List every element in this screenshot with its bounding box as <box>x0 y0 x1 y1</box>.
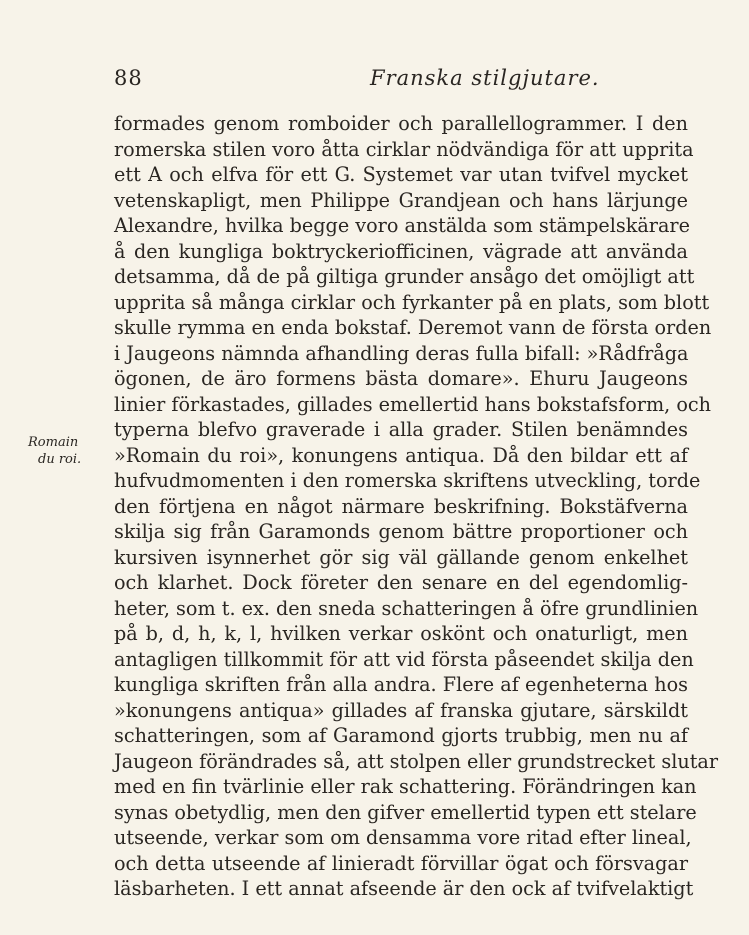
text-line: skulle rymma en enda bokstaf. Deremot vann de första orden <box>114 316 712 339</box>
text-line: den förtjena en något närmare beskrifning. Bokstäfverna <box>114 494 688 518</box>
text-line: schatteringen, som af Garamond gjorts trubbig, men nu af <box>114 724 688 747</box>
text-line: synas obetydlig, men den gifver emellertid typen ett stelare <box>114 800 697 824</box>
text-line: läsbarheten. I ett annat afseende är den ock af tvifvelaktigt <box>114 877 694 900</box>
margin-note <box>28 434 98 468</box>
text-line: formades genom romboider och parallellogrammer. I den <box>114 112 688 135</box>
text-line: utseende, verkar som om densamma vore ritad efter lineal, <box>114 826 692 849</box>
text-line: heter, som t. ex. den sneda schatteringen å öfre grundlinien <box>114 596 699 620</box>
margin-note-line: Romain <box>28 435 79 450</box>
text-line: i Jaugeons nämnda afhandling deras fulla bifall: »Rådfråga <box>114 341 689 365</box>
text-line: kungliga skriften från alla andra. Flere af egenheterna hos <box>114 673 688 696</box>
running-title: Franska stilgjutare. <box>370 66 600 90</box>
text-line: upprita så många cirklar och fyrkanter på en plats, som blott <box>114 290 710 314</box>
text-line: Jaugeon förändrades så, att stolpen eller grundstrecket slutar <box>114 749 719 773</box>
text-line: »konungens antiqua» gillades af franska gjutare, särskildt <box>114 698 688 722</box>
text-line: med en fin tvärlinie eller rak schattering. Förändringen kan <box>114 775 697 798</box>
text-line: antagligen tillkommit för att vid första påseendet skilja den <box>114 647 694 671</box>
page-number: 88 <box>114 66 143 90</box>
text-line: typerna blefvo graverade i alla grader. Stilen benämndes <box>114 418 688 441</box>
text-line: och klarhet. Dock företer den senare en del egendomlig- <box>114 571 688 594</box>
text-line: »Romain du roi», konungens antiqua. Då den bildar ett af <box>114 443 688 467</box>
text-line: detsamma, då de på giltiga grunder ansågo det omöjligt att <box>114 265 695 288</box>
text-line: ett A och elfva för ett G. Systemet var utan tvifvel mycket <box>114 163 688 186</box>
body-text <box>114 111 719 902</box>
text-line: linier förkastades, gillades emellertid hans bokstafsform, och <box>114 392 711 416</box>
text-line: skilja sig från Garamonds genom bättre proportioner och <box>114 520 688 543</box>
text-line: ögonen, de äro formens bästa domare». Ehuru Jaugeons <box>114 367 688 390</box>
text-line: kursiven isynnerhet gör sig väl gällande genom enkelhet <box>114 545 688 569</box>
text-line: på b, d, h, k, l, hvilken verkar oskönt och onaturligt, men <box>114 622 688 645</box>
running-header <box>114 66 688 94</box>
text-line: å den kungliga boktryckeriofficinen, vägrade att använda <box>114 239 688 263</box>
text-line: romerska stilen voro åtta cirklar nödvändiga för att uppritа <box>114 137 694 161</box>
text-line: Alexandre, hvilka begge voro anstälda som stämpelskärare <box>114 214 690 237</box>
text-line: och detta utseende af linieradt förvillar ögat och försvagar <box>114 851 688 875</box>
text-line: hufvudmomenten i den romerska skriftens utveckling, torde <box>114 469 701 492</box>
margin-note-line: du roi. <box>38 452 82 467</box>
text-line: vetenskapligt, men Philippe Grandjean och hans lärjunge <box>114 188 688 212</box>
